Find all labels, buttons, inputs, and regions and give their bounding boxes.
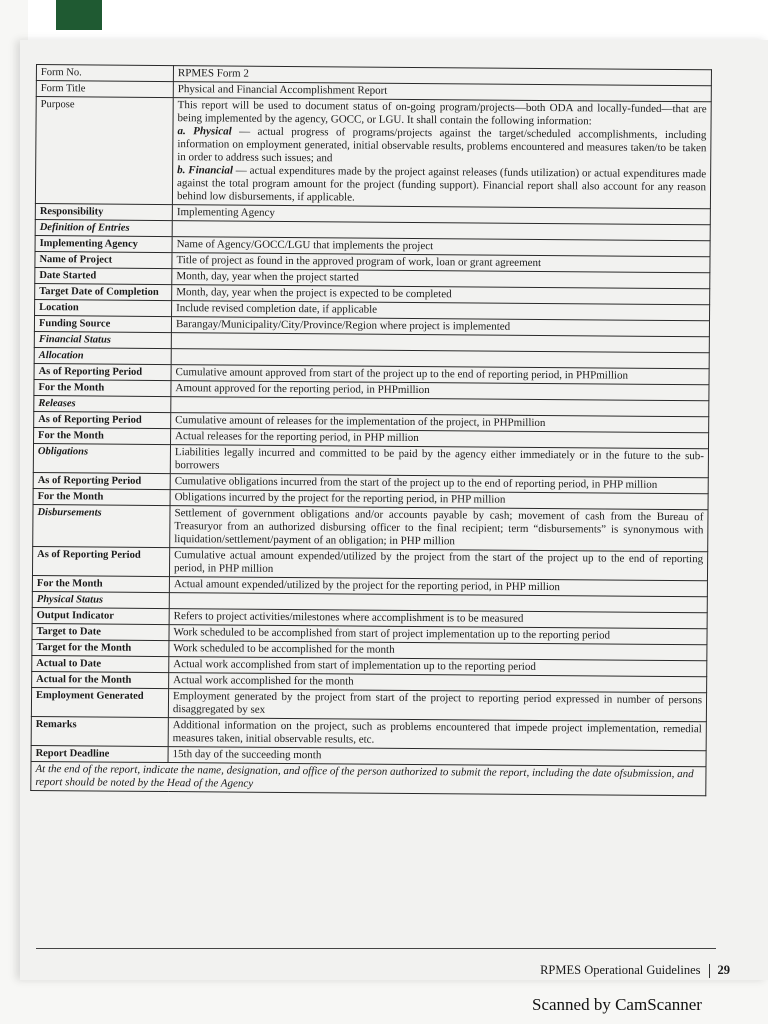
entry-definition: 15th day of the succeeding month bbox=[168, 747, 706, 767]
financial-heading: b. Financial bbox=[177, 164, 233, 177]
footer-separator bbox=[709, 964, 710, 978]
guidelines-title: RPMES Operational Guidelines bbox=[540, 963, 701, 977]
entry-label: Disbursements bbox=[33, 504, 170, 547]
purpose-label: Purpose bbox=[35, 97, 173, 205]
entry-label: Date Started bbox=[35, 267, 172, 284]
footer-rule bbox=[36, 948, 716, 949]
form-title-value: Physical and Financial Accomplishment Report bbox=[173, 82, 711, 102]
physical-text: — actual progress of programs/projects against the target/scheduled accomplishments, including information on employment generated, initial observable results, problems encountered and measures taken/to be taken in order to address such issues; and bbox=[177, 125, 707, 165]
entry-definition: Amount approved for the reporting period, in PHPmillion bbox=[171, 381, 709, 401]
entry-label: Allocation bbox=[34, 347, 171, 364]
entry-definition: Actual amount expended/utilized by the project for the reporting period, in PHP million bbox=[169, 577, 707, 597]
purpose-intro: This report will be used to document status of on-going program/projects—both ODA and locally-funded—that are being implemented by the agency, GOCC, or LGU. It shall contain the following information: bbox=[177, 99, 707, 128]
entry-label: Physical Status bbox=[32, 591, 169, 608]
entry-label: Actual for the Month bbox=[32, 671, 169, 688]
entry-definition: Actual work accomplished from start of implementation up to the reporting period bbox=[169, 657, 707, 677]
page-number: 29 bbox=[717, 963, 730, 977]
entry-label: Releases bbox=[34, 395, 171, 412]
entry-definition: Obligations incurred by the project for the reporting period, in PHP million bbox=[170, 490, 708, 510]
page-footer bbox=[540, 963, 730, 978]
entry-label: Financial Status bbox=[34, 331, 171, 348]
form-no-value: RPMES Form 2 bbox=[173, 66, 711, 86]
entry-label: As of Reporting Period bbox=[34, 363, 171, 380]
entry-definition: Name of Agency/GOCC/LGU that implements the project bbox=[172, 237, 710, 257]
entry-row bbox=[33, 504, 708, 551]
entry-definition: Title of project as found in the approved program of work, loan or grant agreement bbox=[172, 253, 710, 273]
camscanner-watermark: Scanned by CamScanner bbox=[532, 995, 702, 1014]
entry-definition: Refers to project activities/milestones where accomplishment is to be measured bbox=[169, 609, 707, 629]
entry-label: Target for the Month bbox=[32, 639, 169, 656]
entry-definition: Cumulative amount of releases for the implementation of the project, in PHPmillion bbox=[171, 413, 709, 433]
entry-definition: Actual work accomplished for the month bbox=[169, 673, 707, 693]
entry-definition: Cumulative obligations incurred from the start of the project up to the end of reporting period, in PHP million bbox=[170, 474, 708, 494]
footer-note-row bbox=[31, 761, 706, 795]
entry-definition: Work scheduled to be accomplished for the month bbox=[169, 641, 707, 661]
entry-label: Target to Date bbox=[32, 623, 169, 640]
entry-label: Output Indicator bbox=[32, 607, 169, 624]
entry-label: As of Reporting Period bbox=[33, 472, 170, 489]
entry-definition: Actual releases for the reporting period, in PHP million bbox=[171, 429, 709, 449]
entry-definition: Settlement of government obligations and/or accounts payable by cash; movement of cash from the Bureau of Treasuryor from an authorized disbursing officer to the final recipient; term “disbursements” is synonymous with liquidation/settlement/payment of an obligation; in PHP million bbox=[170, 506, 708, 552]
form-title-label: Form Title bbox=[36, 81, 173, 98]
entry-definition: Work scheduled to be accomplished from start of project implementation up to the reporting period bbox=[169, 625, 707, 645]
submission-note: At the end of the report, indicate the name, designation, and office of the person authorized to submit the report, including the date ofsubmission, and report should be noted by the Head of the Agency bbox=[31, 761, 706, 795]
form-table-container bbox=[30, 64, 712, 796]
entry-label: Location bbox=[35, 299, 172, 316]
entry-label: Obligations bbox=[33, 443, 170, 473]
entry-definition: Month, day, year when the project started bbox=[172, 269, 710, 289]
entry-label: For the Month bbox=[34, 379, 171, 396]
entry-label: As of Reporting Period bbox=[34, 411, 171, 428]
entry-definition: Cumulative amount approved from start of the project up to the end of reporting period, in PHPmillion bbox=[171, 365, 709, 385]
purpose-physical bbox=[177, 125, 706, 168]
rpmes-form-table bbox=[30, 64, 712, 796]
entry-label: Definition of Entries bbox=[35, 219, 172, 236]
financial-text: — actual expenditures made by the project against releases (funds utilization) or actual expenditures made against the total program amount for the project (funding support). Financial report shall also account for any reason behind low disbursements, if applicable. bbox=[176, 164, 707, 204]
entry-definition: Month, day, year when the project is expected to be completed bbox=[172, 285, 710, 305]
entry-definition: Employment generated by the project from start of the project to reporting period expressed in number of persons disaggregated by sex bbox=[168, 689, 706, 722]
entry-label: For the Month bbox=[34, 427, 171, 444]
entry-definition: Additional information on the project, such as problems encountered that impede project implementation, remedial measures taken, initial observable results, etc. bbox=[168, 718, 706, 751]
form-no-label: Form No. bbox=[36, 65, 173, 82]
responsibility-value: Implementing Agency bbox=[172, 205, 710, 225]
purpose-row bbox=[35, 97, 711, 209]
entry-label: Report Deadline bbox=[31, 745, 168, 762]
entry-definition: Cumulative actual amount expended/utilized by the project from the start of the project up to the end of reporting period, in PHP million bbox=[169, 548, 707, 581]
entry-label: Funding Source bbox=[34, 315, 171, 332]
entry-label: Target Date of Completion bbox=[35, 283, 172, 300]
top-margin bbox=[28, 0, 768, 40]
entry-label: For the Month bbox=[32, 575, 169, 592]
entry-label: For the Month bbox=[33, 488, 170, 505]
green-tab-decoration bbox=[56, 0, 102, 30]
purpose-value bbox=[172, 98, 711, 209]
entry-label: Name of Project bbox=[35, 251, 172, 268]
physical-heading: a. Physical bbox=[177, 125, 232, 138]
entry-label: As of Reporting Period bbox=[32, 546, 169, 576]
responsibility-label: Responsibility bbox=[35, 203, 172, 220]
entry-definition: Include revised completion date, if applicable bbox=[172, 301, 710, 321]
purpose-financial bbox=[177, 164, 706, 207]
entry-label: Implementing Agency bbox=[35, 235, 172, 252]
entry-definition: Liabilities legally incurred and committed to be paid by the agency either immediately or in the future to the sub-borrowers bbox=[170, 445, 708, 478]
entry-label: Employment Generated bbox=[31, 687, 168, 717]
entry-definition: Barangay/Municipality/City/Province/Region where project is implemented bbox=[171, 317, 709, 337]
entry-label: Actual to Date bbox=[32, 655, 169, 672]
entry-label: Remarks bbox=[31, 716, 168, 746]
